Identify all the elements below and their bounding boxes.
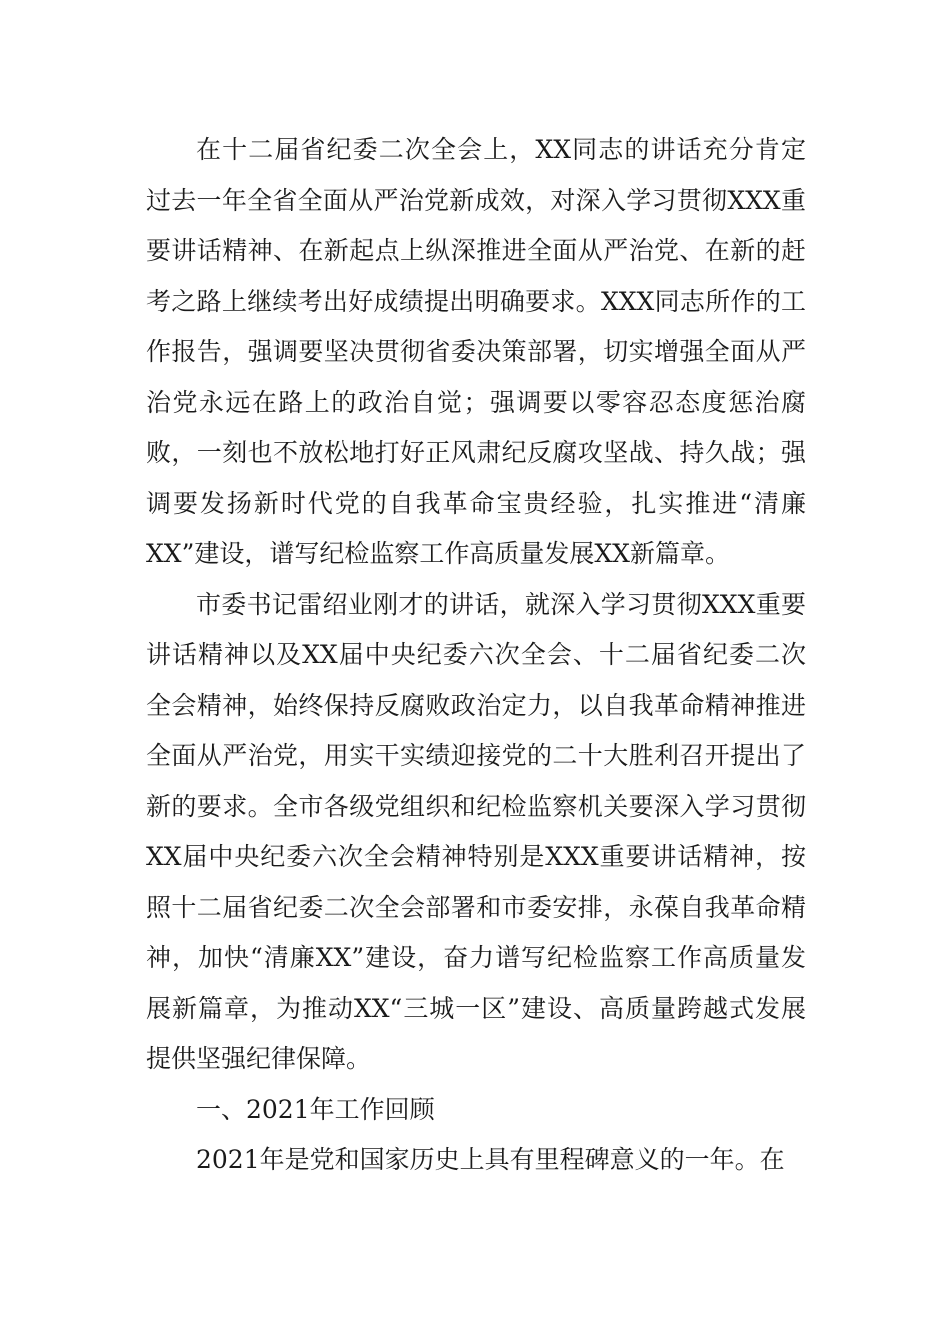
body-paragraph: 市委书记雷绍业刚才的讲话，就深入学习贯彻XXX重要讲话精神以及XX届中央纪委六次全会、十二届省纪委二次全会精神，始终保持反腐败政治定力，以自我革命精神推进全面从严治党，用实干实绩迎接党的二十大胜利召开提出了新的要求。全市各级党组织和纪检监察机关要深入学习贯彻XX届中央纪委六次全会精神特别是XXX重要讲话精神，按照十二届省纪委二次全会部署和市委安排，永葆自我革命精神，加快“清廉XX”建设，奋力谱写纪检监察工作高质量发展新篇章，为推动XX“三城一区”建设、高质量跨越式发展提供坚强纪律保障。	[146, 589, 806, 1073]
section-heading: 一、2021年工作回顾	[196, 1094, 435, 1124]
body-paragraph: 在十二届省纪委二次全会上，XX同志的讲话充分肯定过去一年全省全面从严治党新成效，对深入学习贯彻XXX重要讲话精神、在新起点上纵深推进全面从严治党、在新的赶考之路上继续考出好成绩提出明确要求。XXX同志所作的工作报告，强调要坚决贯彻省委决策部署，切实增强全面从严治党永远在路上的政治自觉；强调要以零容忍态度惩治腐败，一刻也不放松地打好正风肃纪反腐攻坚战、持久战；强调要发扬新时代党的自我革命宝贵经验，扎实推进“清廉XX”建设，谱写纪检监察工作高质量发展XX新篇章。	[146, 135, 806, 568]
body-paragraph: 2021年是党和国家历史上具有里程碑意义的一年。在	[196, 1145, 785, 1174]
document-body	[146, 125, 806, 1186]
